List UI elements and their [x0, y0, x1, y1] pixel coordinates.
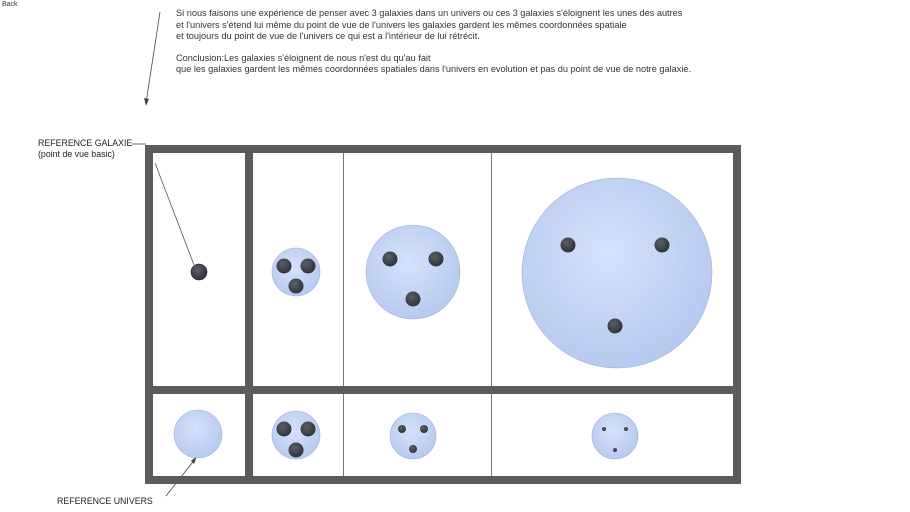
- universe-sphere: [174, 410, 222, 458]
- universe-sphere: [592, 413, 638, 459]
- galaxy-dot: [301, 422, 316, 437]
- back-link[interactable]: Back: [2, 1, 18, 8]
- galaxy-dot: [655, 238, 670, 253]
- conclusion-line-2: que les galaxies gardent les mêmes coordonnées spatiales dans l'univers en evolution et pas du point de vue de notre galaxie.: [176, 64, 692, 75]
- galaxy-dot: [398, 425, 406, 433]
- universe-sphere: [522, 178, 712, 368]
- description-line-1: Si nous faisons une expérience de penser avec 3 galaxies dans un univers ou ces 3 galaxies s'éloignent les unes des autres: [176, 8, 683, 18]
- universe-top-1: [272, 248, 320, 296]
- reference-galaxie-title: REFERENCE GALAXIE: [38, 138, 133, 148]
- conclusion-line-1: Conclusion:Les galaxies s'éloignent de nous n'est du qu'au fait: [176, 52, 431, 63]
- reference-univers-label: REFERENCE UNIVERS: [57, 496, 153, 506]
- galaxy-dot: [301, 259, 316, 274]
- galaxy-dot: [420, 425, 428, 433]
- universe-bottom-2: [390, 413, 436, 459]
- galaxy-dot: [429, 252, 444, 267]
- galaxy-dot: [289, 279, 304, 294]
- universe-bottom-0: [174, 410, 222, 458]
- description-pointer-line: [146, 12, 160, 103]
- galaxy-dot: [602, 427, 606, 431]
- galaxy-dot: [277, 259, 292, 274]
- galaxy-dot: [277, 422, 292, 437]
- galaxy-dot: [406, 292, 421, 307]
- galaxy-dot: [191, 264, 207, 280]
- universe-top-3: [522, 178, 712, 368]
- description-arrow-head: [144, 98, 149, 106]
- description-line-2: et l'univers s'étend lui même du point de vue de l'univers les galaxies gardent les mêmes coordonnées spatiale: [176, 19, 627, 30]
- universe-bottom-1: [272, 411, 320, 459]
- universe-top-2: [366, 225, 460, 319]
- description-line-3: et toujours du point de vue de l'univers ce qui est a l'intérieur de lui rétrécit.: [176, 31, 480, 42]
- galaxy-dot: [383, 252, 398, 267]
- galaxy-dot: [409, 445, 417, 453]
- galaxie-pointer-line: [155, 163, 194, 265]
- galaxy-dot: [561, 238, 576, 253]
- reference-galaxie-subtitle: (point de vue basic): [38, 149, 115, 159]
- galaxy-dot: [613, 448, 617, 452]
- universe-bottom-3: [592, 413, 638, 459]
- galaxy-dot: [289, 443, 304, 458]
- galaxy-dot: [624, 427, 628, 431]
- galaxy-dot: [608, 319, 623, 334]
